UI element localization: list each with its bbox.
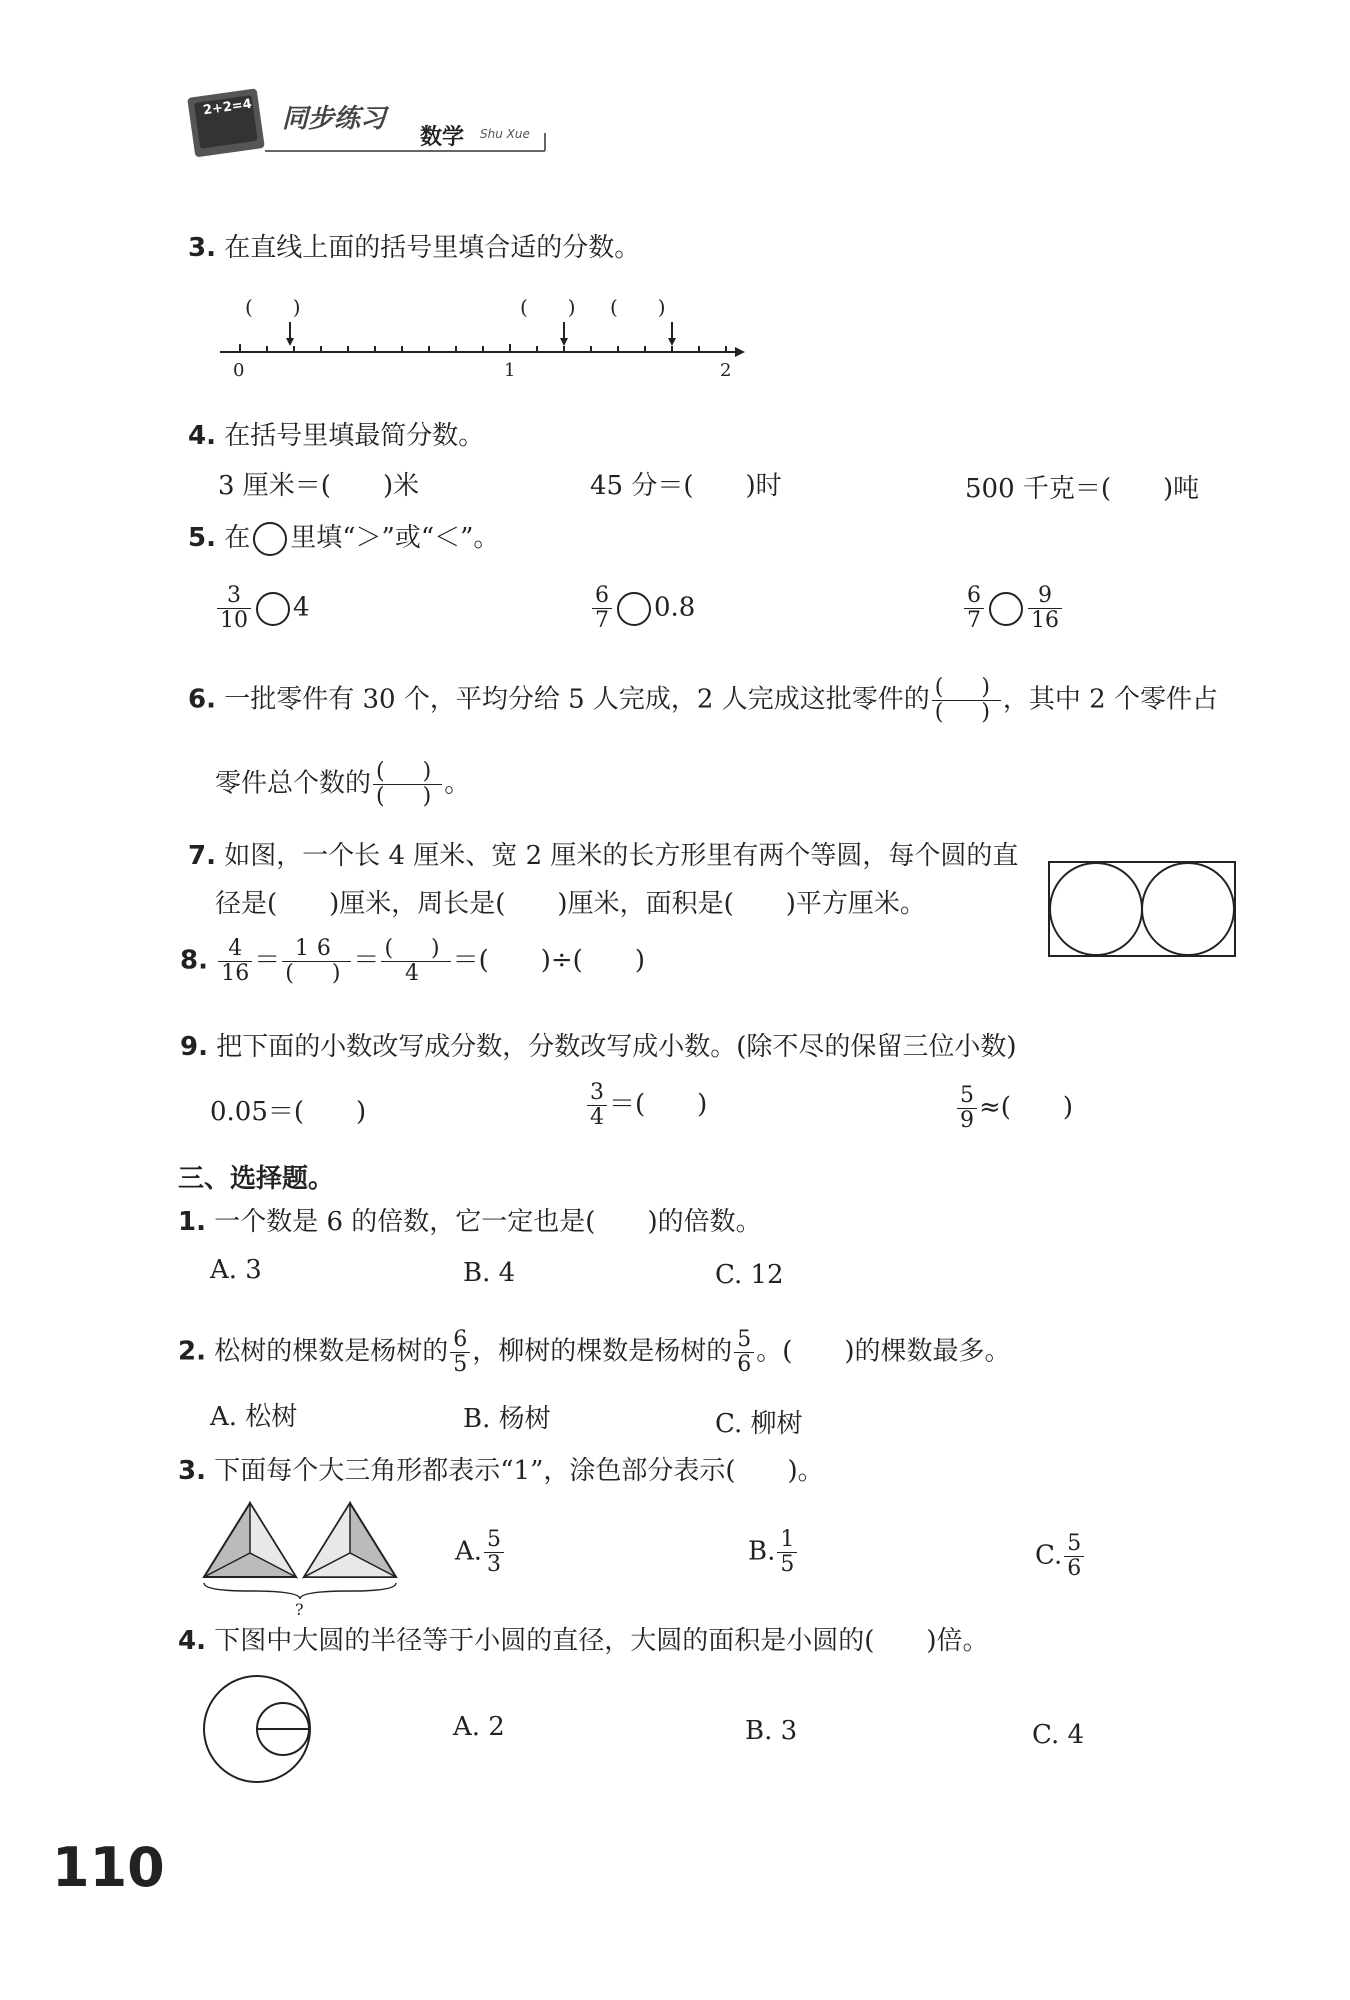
question-3: 3. 在直线上面的括号里填合适的分数。: [188, 233, 641, 263]
circle-icon: [253, 522, 287, 556]
c3-option-c[interactable]: C. $\frac{5}{6}$: [1035, 1532, 1086, 1581]
rectangle-two-circles-figure: [1047, 860, 1237, 958]
q4-item-1[interactable]: 3 厘米＝( )米: [218, 471, 420, 501]
q8-blank-fraction-1[interactable]: $\frac{16}{( )}$: [282, 937, 351, 986]
header-title: 同步练习: [282, 104, 387, 134]
tick-label-2: 2: [720, 360, 732, 381]
c4-option-c[interactable]: C. 4: [1032, 1720, 1085, 1750]
blank-2[interactable]: ( ): [520, 295, 576, 319]
question-mark: ?: [295, 1600, 304, 1619]
question-5: 5. 在 里填“＞”或“＜”。: [188, 522, 499, 556]
c2-option-b[interactable]: B. 杨树: [463, 1404, 551, 1434]
choice-question-3: 3. 下面每个大三角形都表示“1”，涂色部分表示( )。: [178, 1456, 824, 1486]
c1-option-c[interactable]: C. 12: [715, 1260, 784, 1290]
section-heading: 三、选择题。: [178, 1164, 335, 1194]
c2-option-a[interactable]: A. 松树: [210, 1402, 298, 1432]
question-6-line2: 零件总个数的 $\frac{( )}{( )}$ 。: [215, 759, 471, 809]
circles-figure: [200, 1672, 315, 1787]
c3-option-b[interactable]: B. $\frac{1}{5}$: [748, 1528, 799, 1577]
q8-blank-fraction-2[interactable]: $\frac{( )}{4}$: [381, 937, 450, 986]
c1-option-a[interactable]: A. 3: [210, 1255, 262, 1285]
c4-option-a[interactable]: A. 2: [453, 1712, 505, 1742]
question-4: 4. 在括号里填最简分数。: [188, 421, 485, 451]
header-pinyin: Shu Xue: [480, 127, 530, 141]
compare-circle-2[interactable]: [617, 592, 651, 626]
question-8: 8. $\frac{4}{16}$ ＝ $\frac{16}{( )}$ ＝ $\frac{( )}{4}$ ＝( )÷( ): [180, 936, 645, 986]
header-badge: 2+2=4: [202, 96, 253, 119]
tick-label-0: 0: [233, 360, 245, 381]
choice-question-1: 1. 一个数是 6 的倍数，它一定也是( )的倍数。: [178, 1207, 762, 1237]
shaded-triangles-figure: [200, 1495, 405, 1605]
choice-question-4: 4. 下图中大圆的半径等于小圆的直径，大圆的面积是小圆的( )倍。: [178, 1626, 989, 1656]
q5-item-3: $\frac{6}{7}$ $\frac{9}{16}$: [962, 584, 1064, 633]
q8-blank-division[interactable]: ＝( )÷( ): [452, 945, 645, 976]
compare-circle-3[interactable]: [989, 592, 1023, 626]
question-7: 7. 如图，一个长 4 厘米、宽 2 厘米的长方形里有两个等圆，每个圆的直: [188, 841, 1019, 871]
q9-item-2[interactable]: $\frac{3}{4}$ ＝( ): [585, 1081, 707, 1130]
question-6: 6. 一批零件有 30 个，平均分给 5 人完成，2 人完成这批零件的 $\frac{( )}{( )}$ ，其中 2 个零件占: [188, 675, 1218, 725]
q4-item-2[interactable]: 45 分＝( )时: [590, 471, 782, 501]
c4-option-b[interactable]: B. 3: [745, 1716, 798, 1746]
question-9: 9. 把下面的小数改写成分数，分数改写成小数。(除不尽的保留三位小数): [180, 1032, 1017, 1062]
compare-circle-1[interactable]: [256, 592, 290, 626]
q6-blank-fraction-2[interactable]: $\frac{( )}{( )}$: [373, 760, 442, 809]
c1-option-b[interactable]: B. 4: [463, 1258, 516, 1288]
q9-item-3[interactable]: $\frac{5}{9}$ ≈( ): [955, 1084, 1073, 1133]
tick-label-1: 1: [504, 360, 516, 381]
choice-question-2: 2. 松树的棵数是杨树的 $\frac{6}{5}$ ，柳树的棵数是杨树的 $\frac{5}{6}$ 。( )的棵数最多。: [178, 1327, 1011, 1377]
blank-1[interactable]: ( ): [245, 295, 301, 319]
question-7-line2[interactable]: 径是( )厘米，周长是( )厘米，面积是( )平方厘米。: [215, 889, 926, 919]
q9-item-1[interactable]: 0.05＝( ): [210, 1097, 367, 1127]
c3-option-a[interactable]: A. $\frac{5}{3}$: [455, 1528, 506, 1577]
c2-option-c[interactable]: C. 柳树: [715, 1409, 803, 1439]
page-number: 110: [52, 1836, 165, 1899]
q4-item-3[interactable]: 500 千克＝( )吨: [965, 474, 1200, 504]
q5-item-1: $\frac{3}{10}$ 4: [215, 584, 310, 633]
header-subject: 数学: [420, 125, 465, 150]
q5-item-2: $\frac{6}{7}$ 0.8: [590, 584, 695, 633]
blank-3[interactable]: ( ): [610, 295, 666, 319]
q6-blank-fraction-1[interactable]: $\frac{( )}{( )}$: [932, 676, 1001, 725]
